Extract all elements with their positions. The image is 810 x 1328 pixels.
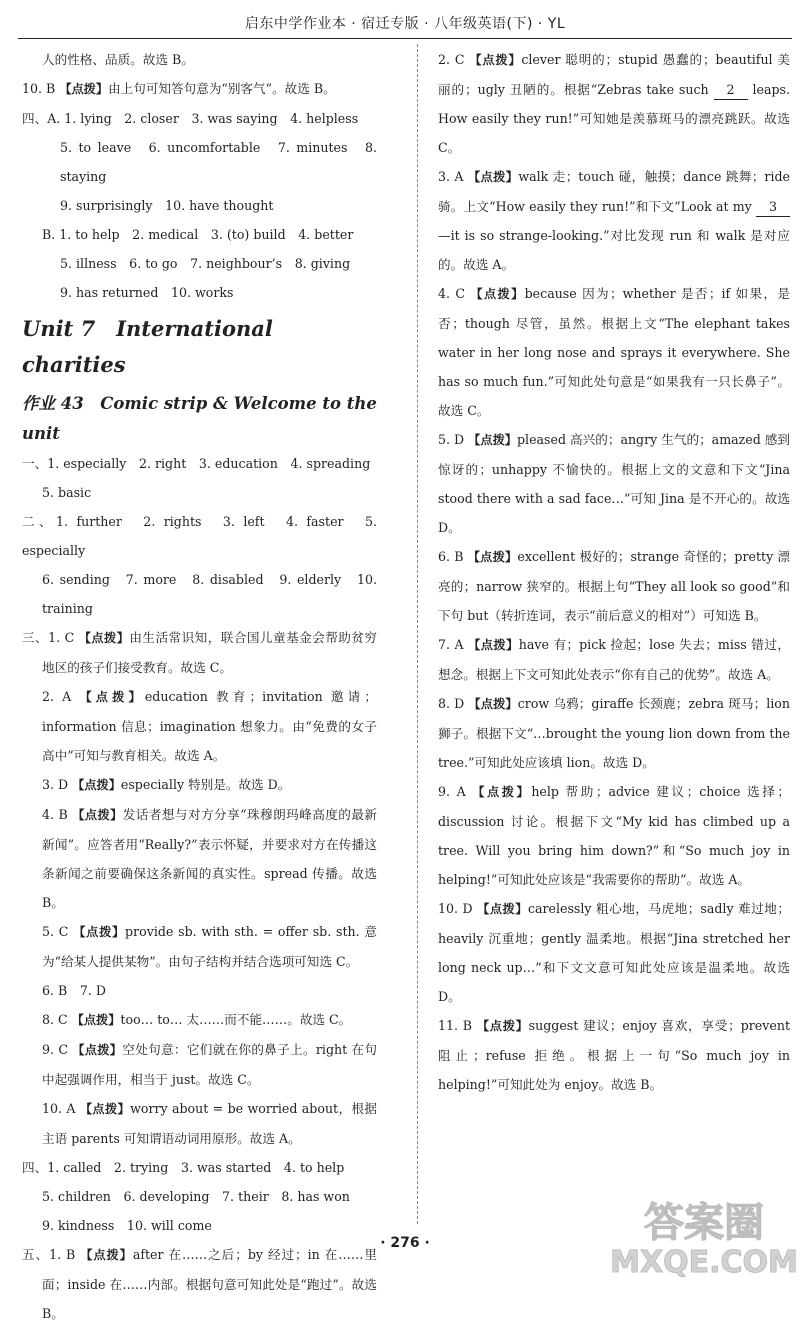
item-number: 10. D <box>438 901 473 916</box>
answer-item <box>438 279 790 425</box>
hint-tag: 【点拨】 <box>472 785 532 799</box>
answer-item <box>22 770 377 800</box>
hint-tag: 【点拨】 <box>469 53 522 67</box>
hint-tag: 【点拨】 <box>467 170 519 184</box>
hint-text: —it is so strange-looking.”对比发现 run 和 walk 是对应的。故选 A。 <box>438 228 790 272</box>
hint-text: clever 聪明的；stupid 愚蠢的；beautiful 美丽的；ugly 丑陋的。根据“Zebras take such <box>438 52 790 97</box>
item-number: 8. D <box>438 696 465 711</box>
item-number: 10. A <box>42 1101 76 1116</box>
answer-item <box>438 689 790 777</box>
hint-tag: 【点拨】 <box>468 433 517 447</box>
item-number: 11. B <box>438 1018 473 1033</box>
answer-item <box>438 425 790 542</box>
answer-item <box>22 682 377 770</box>
item-number: 5. C <box>42 924 69 939</box>
answer-item <box>438 777 790 894</box>
item-number: 5. D <box>438 432 465 447</box>
answer-item <box>22 623 377 682</box>
hint-text: suggest 建议；enjoy 喜欢，享受；prevent 阻止；refuse 拒绝。根据上一句“So much joy in helping!”可知此处为 enjoy。故选 B。 <box>438 1018 791 1092</box>
hint-text: leaps. How easily they run!”可知她是羡慕斑马的漂亮跳跃。故选 C。 <box>438 82 790 155</box>
answer-item <box>22 1240 377 1328</box>
column-divider <box>417 44 418 1224</box>
blank-number: 3 <box>756 198 790 217</box>
item-number: 6. B <box>438 549 464 564</box>
watermark-bottom: MXQE.COM <box>610 1245 798 1278</box>
answer-item <box>22 1094 377 1153</box>
left-column <box>22 45 377 1328</box>
item-number: 7. A <box>438 637 464 652</box>
hint-text: provide sb. with sth. = offer sb. sth. 意为“给某人提供某物”。由句子结构并结合选项可知选 C。 <box>42 924 378 969</box>
item-number: 3. D <box>42 777 69 792</box>
item-number: 三、1. C <box>22 630 75 645</box>
page-header: 启东中学作业本 · 宿迁专版 · 八年级英语(下) · YL <box>18 12 792 39</box>
item-number: 2. C <box>438 52 465 67</box>
hint-tag: 【点拨】 <box>470 287 525 301</box>
hint-tag: 【点拨】 <box>79 1102 131 1116</box>
hint-text: worry about = be worried about，根据主语 parents 可知谓语动词用原形。故选 A。 <box>42 1101 377 1146</box>
answer-item <box>438 162 790 279</box>
answer-line: 9. has returned 10. works <box>60 285 234 300</box>
hint-text: excellent 极好的；strange 奇怪的；pretty 漂亮的；narrow 狭窄的。根据上句“They all look so good”和下句 but（转折连词，表示“前后意义的相对”）可知选 B。 <box>438 549 791 623</box>
hint-tag: 【点拨】 <box>79 690 145 704</box>
answer-line: 人的性格、品质。故选 B。 <box>42 52 194 67</box>
answer-line: 9. surprisingly 10. have thought <box>60 198 274 213</box>
answer-line: 四、A. 1. lying 2. closer 3. was saying 4. helpless <box>22 111 359 126</box>
hint-tag: 【点拨】 <box>72 778 121 792</box>
answer-line: 5. children 6. developing 7. their 8. has won <box>42 1189 350 1204</box>
hint-tag: 【点拨】 <box>80 1248 133 1262</box>
item-number: 2. A <box>42 689 72 704</box>
hint-text: because 因为；whether 是否；if 如果，是否；though 尽管，虽然。根据上文“The elephant takes water in her long nose and sprays it everywhere. She has so much fun.”可知此处句意是“如果我有一只长鼻子”。故选 C。 <box>438 286 791 418</box>
answer-line: 5. to leave 6. uncomfortable 7. minutes 8. staying <box>60 140 377 184</box>
item-number: 五、1. B <box>22 1247 76 1262</box>
hint-text: help 帮助；advice 建议；choice 选择；discussion 讨论。根据下文“My kid has climbed up a tree. Will you bring him down?”和“So much joy in helping!”可知此处应该是“我需要你的帮助”。故选 A。 <box>438 784 790 887</box>
answer-line: 6. B 7. D <box>42 983 106 998</box>
answer-line: 5. basic <box>42 485 92 500</box>
answer-item <box>22 800 377 917</box>
hint-tag: 【点拨】 <box>78 631 130 645</box>
answer-line: 二、1. further 2. rights 3. left 4. faster 5. especially <box>22 514 377 558</box>
hint-tag: 【点拨】 <box>73 925 126 939</box>
answer-line: 6. sending 7. more 8. disabled 9. elderly 10. training <box>42 572 377 616</box>
hint-tag: 【点拨】 <box>468 638 519 652</box>
hint-text: crow 乌鸦；giraffe 长颈鹿；zebra 斑马；lion 狮子。根据下文“…brought the young lion down from the tree.”可知此处应该填 lion。故选 D。 <box>438 696 791 770</box>
answer-item <box>438 1011 790 1099</box>
hint-text: after 在……之后；by 经过；in 在……里面；inside 在……内部。根据句意可知此处是“跑过”。故选 B。 <box>42 1247 377 1321</box>
blank-number: 2 <box>714 81 748 100</box>
answer-item <box>22 1035 377 1094</box>
answer-item <box>438 542 790 630</box>
hint-text: education 教育；invitation 邀请；information 信息；imagination 想象力。由“免费的女子高中”可知与教育相关。故选 A。 <box>42 689 377 763</box>
answer-item <box>438 894 790 1011</box>
hint-text: walk 走；touch 碰，触摸；dance 跳舞；ride 骑。上文“How easily they run!”和下文“Look at my <box>438 169 790 214</box>
hint-tag: 【点拨】 <box>468 697 518 711</box>
hint-text: 发话者想与对方分享“珠穆朗玛峰高度的最新新闻”。应答者用“Really?”表示怀疑，并要求对方在传播这条新闻之前要确保这条新闻的真实性。spread 传播。故选 B。 <box>42 807 377 910</box>
right-column <box>438 45 790 1099</box>
answer-item <box>22 1005 377 1035</box>
hint-text: 由上句可知答句意为“别客气”。故选 B。 <box>108 81 336 96</box>
hint-text: 由生活常识知，联合国儿童基金会帮助贫穷地区的孩子们接受教育。故选 C。 <box>42 630 378 675</box>
watermark-top: 答案圈 <box>644 1200 764 1246</box>
item-number: 8. C <box>42 1012 68 1027</box>
hint-text: have 有；pick 捡起；lose 失去；miss 错过，想念。根据上下文可知此处表示“你有自己的优势”。故选 A。 <box>438 637 790 682</box>
answer-item <box>22 74 377 104</box>
hint-text: too… to… 太……而不能……。故选 C。 <box>120 1012 352 1027</box>
item-number: 4. C <box>438 286 466 301</box>
hint-tag: 【点拨】 <box>72 1043 123 1057</box>
hint-text: 空处句意：它们就在你的鼻子上。right 在句中起强调作用，相当于 just。故选 C。 <box>42 1042 377 1087</box>
hint-text: pleased 高兴的；angry 生气的；amazed 感到惊讶的；unhappy 不愉快的。根据上文的文意和下文“Jina stood there with a sad face…”可知 Jina 是不开心的。故选 D。 <box>438 432 791 535</box>
hint-tag: 【点拨】 <box>72 808 123 822</box>
item-number: 3. A <box>438 169 464 184</box>
hint-tag: 【点拨】 <box>71 1013 121 1027</box>
item-number: 9. A <box>438 784 466 799</box>
hint-text: carelessly 粗心地，马虎地；sadly 难过地；heavily 沉重地；gently 温柔地。根据“Jina stretched her long neck up…”和下文文意可知此处应该是温柔地。故选 D。 <box>438 901 790 1004</box>
page-number: · 276 · <box>380 1235 430 1251</box>
item-number: 4. B <box>42 807 68 822</box>
answer-item <box>438 630 790 689</box>
answer-line: 9. kindness 10. will come <box>42 1218 212 1233</box>
item-number: 9. C <box>42 1042 68 1057</box>
hint-tag: 【点拨】 <box>59 82 109 96</box>
answer-line: 5. illness 6. to go 7. neighbour’s 8. giving <box>60 256 351 271</box>
unit-title: Unit 7 International charities <box>22 316 273 377</box>
hint-tag: 【点拨】 <box>477 902 528 916</box>
answer-line: B. 1. to help 2. medical 3. (to) build 4. better <box>42 227 354 242</box>
hint-tag: 【点拨】 <box>467 550 518 564</box>
homework-title: 作业 43 Comic strip & Welcome to the unit <box>22 394 377 443</box>
answer-line: 一、1. especially 2. right 3. education 4. spreading <box>22 456 371 471</box>
item-number: 10. B <box>22 81 56 96</box>
watermark-logo <box>604 1188 804 1278</box>
hint-tag: 【点拨】 <box>476 1019 529 1033</box>
answer-item <box>22 917 377 976</box>
hint-text: especially 特别是。故选 D。 <box>120 777 291 792</box>
answer-line: 四、1. called 2. trying 3. was started 4. to help <box>22 1160 345 1175</box>
answer-item <box>438 45 790 162</box>
